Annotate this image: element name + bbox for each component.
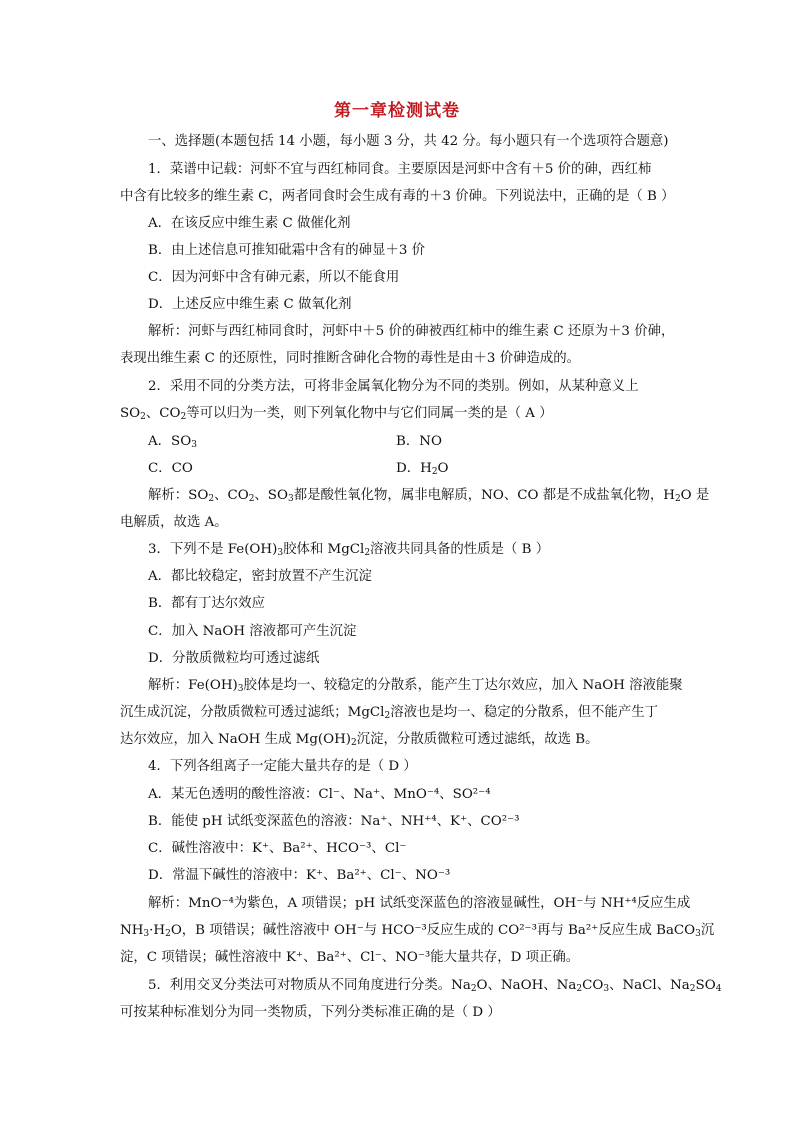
q1-stem-line1: 1．菜谱中记载：河虾不宜与西红柿同食。主要原因是河虾中含有＋5 价的砷，西红柿 xyxy=(148,162,652,177)
q1-option-c: C．因为河虾中含有砷元素，所以不能食用 xyxy=(148,270,400,285)
q4-option-d: D．常温下碱性的溶液中：K⁺、Ba²⁺、Cl⁻、NO⁻³ xyxy=(148,868,451,883)
q1-option-b: B．由上述信息可推知砒霜中含有的砷显＋3 价 xyxy=(148,243,426,258)
q2-option-d: D．$H_2O$ xyxy=(396,461,449,477)
q4-option-b: B．能使 pH 试纸变深蓝色的溶液：Na⁺、NH⁺⁴、K⁺、CO²⁻³ xyxy=(148,814,520,829)
q2-stem-line2: $SO_2$、$CO_2$等可以归为一类，则下列氧化物中与它们同属一类的是（ A ） xyxy=(120,406,553,422)
page-title: 第一章检测试卷 xyxy=(334,101,460,121)
q3-explanation-line1: 解析：$Fe(OH)_3$胶体是均一、较稳定的分散系，能产生丁达尔效应，加入 NaOH 溶液能聚 xyxy=(148,678,683,694)
section-heading: 一、选择题(本题包括 14 小题，每小题 3 分，共 42 分。每小题只有一个选项符合题意) xyxy=(148,134,669,149)
q2-stem-line1: 2．采用不同的分类方法，可将非金属氧化物分为不同的类别。例如，从某种意义上 xyxy=(148,379,639,394)
q1-stem-line2: 中含有比较多的维生素 C，两者同食时会生成有毒的＋3 价砷。下列说法中，正确的是（ B ） xyxy=(120,189,675,204)
q5-stem-line2: 可按某种标准划分为同一类物质，下列分类标准正确的是（ D ） xyxy=(120,1005,501,1020)
q5-stem-line1: 5．利用交叉分类法可对物质从不同角度进行分类。$Na_2O$、NaOH、$Na_2CO_3$、NaCl、$Na_2SO_4$ xyxy=(148,978,722,994)
q3-option-b: B．都有丁达尔效应 xyxy=(148,596,265,611)
q2-option-a: A．$SO_3$ xyxy=(148,434,197,450)
q3-option-d: D．分散质微粒均可透过滤纸 xyxy=(148,651,320,666)
q1-explanation-line2: 表现出维生素 C 的还原性，同时推断含砷化合物的毒性是由＋3 价砷造成的。 xyxy=(120,351,581,366)
q4-explanation-line3: 淀，C 项错误；碱性溶液中 K⁺、Ba²⁺、Cl⁻、NO⁻³能大量共存，D 项正确。 xyxy=(120,950,580,965)
q2-option-b: B．NO xyxy=(396,434,442,449)
q2-option-c: C．CO xyxy=(148,461,193,476)
q3-explanation-line3: 达尔效应，加入 NaOH 生成 $Mg(OH)_2$沉淀，分散质微粒可透过滤纸，故选 B。 xyxy=(120,732,599,748)
q1-explanation-line1: 解析：河虾与西红柿同食时，河虾中＋5 价的砷被西红柿中的维生素 C 还原为＋3 价砷， xyxy=(148,324,675,339)
q2-explanation-line2: 电解质，故选 A。 xyxy=(120,515,228,530)
q3-stem: 3．下列不是 $Fe(OH)_3$胶体和 MgCl$_2$溶液共同具备的性质是（ B ） xyxy=(148,542,550,558)
q4-explanation-line2: $NH_3\cdot H_2O$，B 项错误；碱性溶液中 OH⁻与 HCO⁻³反应生成的 CO²⁻³再与 Ba²⁺反应生成 BaCO$_3$沉 xyxy=(120,923,715,939)
q1-option-a: A．在该反应中维生素 C 做催化剂 xyxy=(148,216,351,231)
q4-explanation-line1: 解析：MnO⁻⁴为紫色，A 项错误；pH 试纸变深蓝色的溶液显碱性，OH⁻与 NH⁺⁴反应生成 xyxy=(148,896,691,911)
q2-explanation-line1: 解析：$SO_2$、$CO_2$、$SO_3$都是酸性氧化物，属非电解质，NO、CO 都是不成盐氧化物，$H_2O$ 是 xyxy=(148,488,710,504)
q4-option-c: C．碱性溶液中：K⁺、Ba²⁺、HCO⁻³、Cl⁻ xyxy=(148,841,407,856)
q1-option-d: D．上述反应中维生素 C 做氧化剂 xyxy=(148,297,352,312)
q4-option-a: A．某无色透明的酸性溶液：Cl⁻、Na⁺、MnO⁻⁴、SO²⁻⁴ xyxy=(148,787,491,802)
q4-stem: 4．下列各组离子一定能大量共存的是（ D ） xyxy=(148,759,417,774)
q3-option-a: A．都比较稳定，密封放置不产生沉淀 xyxy=(148,569,372,584)
q3-explanation-line2: 沉生成沉淀，分散质微粒可透过滤纸；MgCl$_2$溶液也是均一、稳定的分散系，但不能产生丁 xyxy=(120,705,658,721)
q3-option-c: C．加入 NaOH 溶液都可产生沉淀 xyxy=(148,624,357,639)
